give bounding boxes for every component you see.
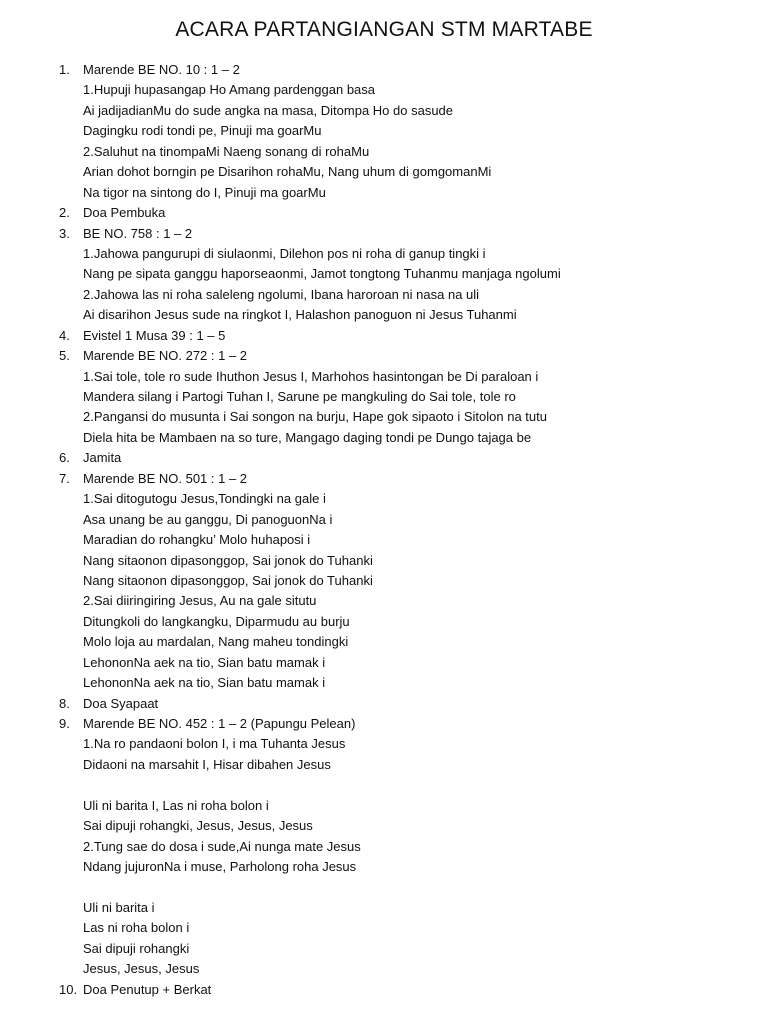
blank-line <box>0 878 768 898</box>
hymn-line-text: 2.Sai diiringiring Jesus, Au na gale situtu <box>83 593 317 609</box>
hymn-line <box>0 530 768 550</box>
agenda-item <box>0 980 768 1000</box>
hymn-line-text: Sai dipuji rohangki, Jesus, Jesus, Jesus <box>83 818 313 834</box>
hymn-line <box>0 244 768 264</box>
agenda-item-number: 1. <box>59 62 70 77</box>
hymn-line-text: Nang sitaonon dipasonggop, Sai jonok do Tuhanki <box>83 552 373 568</box>
hymn-line <box>0 571 768 591</box>
hymn-line-text: Nang pe sipata ganggu haporseaonmi, Jamot tongtong Tuhanmu manjaga ngolumi <box>83 266 561 282</box>
hymn-line <box>0 264 768 284</box>
agenda-item <box>0 469 768 489</box>
hymn-line <box>0 367 768 387</box>
agenda-item <box>0 60 768 80</box>
hymn-line <box>0 183 768 203</box>
agenda-item-number: 2. <box>59 205 70 221</box>
agenda-list <box>0 60 768 1000</box>
hymn-line-text: Arian dohot borngin pe Disarihon rohaMu, Nang uhum di gomgomanMi <box>83 164 492 180</box>
hymn-line-text: Sai dipuji rohangki <box>83 940 190 956</box>
agenda-item <box>0 224 768 244</box>
agenda-item-heading: Doa Syapaat <box>83 695 159 711</box>
hymn-line-text: Uli ni barita i <box>83 899 155 915</box>
agenda-item-heading: Doa Penutup + Berkat <box>83 981 212 997</box>
hymn-line <box>0 80 768 100</box>
hymn-line <box>0 551 768 571</box>
hymn-line-text: 2.Jahowa las ni roha saleleng ngolumi, Ibana haroroan ni nasa na uli <box>83 286 480 302</box>
hymn-line-text: Maradian do rohangku’ Molo huhaposi i <box>83 532 311 548</box>
agenda-item-number: 9. <box>59 716 70 731</box>
agenda-item-number: 5. <box>59 348 70 364</box>
hymn-line-text: Asa unang be au ganggu, Di panoguonNa i <box>83 511 333 527</box>
hymn-line <box>0 387 768 407</box>
agenda-item <box>0 203 768 223</box>
hymn-line <box>0 489 768 509</box>
hymn-line-text: Ndang jujuronNa i muse, Parholong roha Jesus <box>83 859 357 875</box>
hymn-line-text: 1.Jahowa pangurupi di siulaonmi, Dilehon pos ni roha di ganup tingki i <box>83 245 486 261</box>
agenda-item <box>0 694 768 714</box>
hymn-line <box>0 121 768 141</box>
hymn-line-text: 2.Tung sae do dosa i sude,Ai nunga mate Jesus <box>83 838 361 854</box>
agenda-item <box>0 448 768 468</box>
agenda-item <box>0 714 768 734</box>
agenda-item-heading: BE NO. 758 : 1 – 2 <box>83 225 193 241</box>
hymn-line-text: 2.Pangansi do musunta i Sai songon na burju, Hape gok sipaoto i Sitolon na tutu <box>83 409 547 425</box>
hymn-line <box>0 142 768 162</box>
agenda-item-number: 4. <box>59 327 70 343</box>
hymn-line-text: Ai jadijadianMu do sude angka na masa, Ditompa Ho do sasude <box>83 102 454 118</box>
hymn-line-text: Nang sitaonon dipasonggop, Sai jonok do Tuhanki <box>83 572 373 588</box>
hymn-line <box>0 162 768 182</box>
hymn-line <box>0 959 768 979</box>
hymn-line-text: 1.Sai tole, tole ro sude Ihuthon Jesus I, Marhohos hasintongan be Di paraloan i <box>83 368 539 384</box>
agenda-item-heading: Marende BE NO. 501 : 1 – 2 <box>83 470 248 486</box>
hymn-line-text: Molo loja au mardalan, Nang maheu tondingki <box>83 634 349 650</box>
hymn-line-text: LehononNa aek na tio, Sian batu mamak i <box>83 675 326 691</box>
agenda-item-number: 7. <box>59 470 70 486</box>
hymn-line <box>0 939 768 959</box>
hymn-line <box>0 305 768 325</box>
hymn-line-text: Dagingku rodi tondi pe, Pinuji ma goarMu <box>83 123 322 139</box>
hymn-line-text: Las ni roha bolon i <box>83 920 190 936</box>
hymn-line-text: 1.Na ro pandaoni bolon I, i ma Tuhanta Jesus <box>83 736 346 752</box>
hymn-line <box>0 837 768 857</box>
hymn-line <box>0 673 768 693</box>
hymn-line-text: LehononNa aek na tio, Sian batu mamak i <box>83 654 326 670</box>
agenda-item-number: 8. <box>59 695 70 711</box>
hymn-line <box>0 734 768 754</box>
hymn-line <box>0 510 768 530</box>
hymn-line <box>0 612 768 632</box>
hymn-line <box>0 816 768 836</box>
hymn-line-text: Diela hita be Mambaen na so ture, Mangago daging tondi pe Dungo tajaga be <box>83 429 532 445</box>
agenda-item-number: 3. <box>59 225 70 241</box>
hymn-line-text: 1.Hupuji hupasangap Ho Amang pardenggan basa <box>83 82 376 98</box>
agenda-item-number: 6. <box>59 450 70 466</box>
hymn-line <box>0 407 768 427</box>
hymn-line-text: Ditungkoli do langkangku, Diparmudu au burju <box>83 613 350 629</box>
agenda-item-heading: Jamita <box>83 450 122 466</box>
hymn-line <box>0 918 768 938</box>
hymn-line-text: 1.Sai ditogutogu Jesus,Tondingki na gale i <box>83 491 326 507</box>
blank-line <box>0 775 768 795</box>
hymn-line <box>0 796 768 816</box>
hymn-line <box>0 857 768 877</box>
hymn-line <box>0 898 768 918</box>
hymn-line <box>0 285 768 305</box>
hymn-line <box>0 632 768 652</box>
page-title: ACARA PARTANGIANGAN STM MARTABE <box>175 18 593 41</box>
hymn-line <box>0 591 768 611</box>
hymn-line <box>0 101 768 121</box>
hymn-line-text: Ai disarihon Jesus sude na ringkot I, Halashon panoguon ni Jesus Tuhanmi <box>83 307 517 323</box>
hymn-line-text: Na tigor na sintong do I, Pinuji ma goarMu <box>83 184 326 200</box>
agenda-item <box>0 346 768 366</box>
agenda-item-heading: Marende BE NO. 10 : 1 – 2 <box>83 62 240 77</box>
hymn-line-text: Mandera silang i Partogi Tuhan I, Sarune pe mangkuling do Sai tole, tole ro <box>83 389 516 404</box>
hymn-line-text: Didaoni na marsahit I, Hisar dibahen Jesus <box>83 756 331 772</box>
agenda-item-heading: Marende BE NO. 452 : 1 – 2 (Papungu Pelean) <box>83 716 356 731</box>
agenda-item-heading: Marende BE NO. 272 : 1 – 2 <box>83 348 248 364</box>
agenda-item-heading: Evistel 1 Musa 39 : 1 – 5 <box>83 327 226 343</box>
agenda-item <box>0 326 768 346</box>
hymn-line <box>0 428 768 448</box>
hymn-line <box>0 755 768 775</box>
hymn-line <box>0 653 768 673</box>
agenda-item-number: 10. <box>59 981 78 997</box>
agenda-item-heading: Doa Pembuka <box>83 205 166 221</box>
hymn-line-text: Jesus, Jesus, Jesus <box>83 961 200 977</box>
hymn-line-text: Uli ni barita I, Las ni roha bolon i <box>83 797 269 813</box>
hymn-line-text: 2.Saluhut na tinompaMi Naeng sonang di rohaMu <box>83 143 370 159</box>
